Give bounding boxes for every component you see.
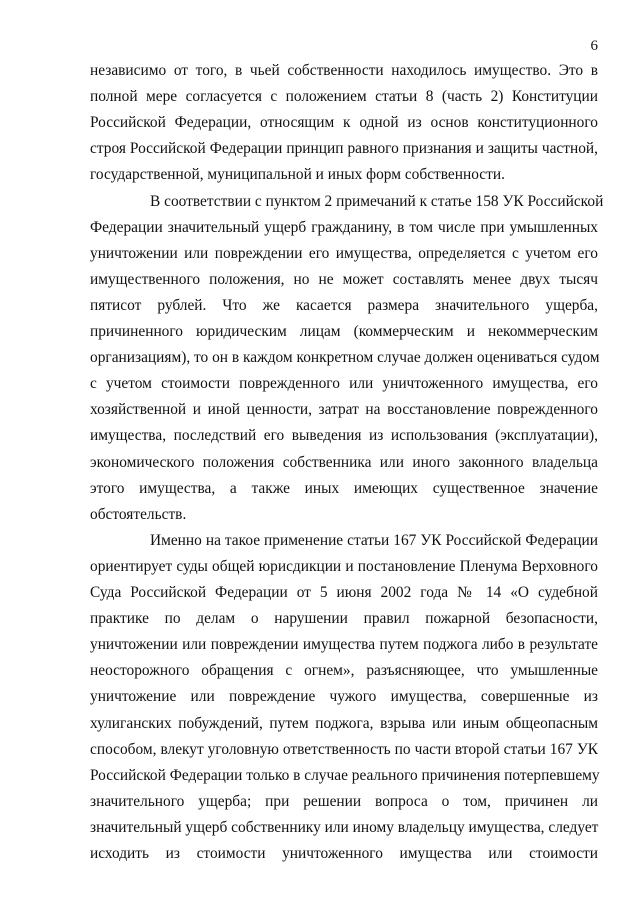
text-line: этого имущества, а также иных имеющих существенное значение xyxy=(90,479,598,497)
text-line: имущественного положения, но не может составлять менее двух тысяч xyxy=(90,270,598,288)
text-line: Суда Российской Федерации от 5 июня 2002 года № 14 «О судебной xyxy=(90,584,598,601)
text-line: пятисот рублей. Что же касается размера значительного ущерба, xyxy=(90,296,598,314)
text-line: с учетом стоимости поврежденного или уничтоженного имущества, его xyxy=(90,375,598,393)
text-line: независимо от того, в чьей собственности находилось имущество. Это в xyxy=(90,62,598,79)
text-line: организациям), то он в каждом конкретном случае должен оцениваться судом xyxy=(90,349,600,367)
text-line: уничтожении или повреждении его имущества, определяется с учетом его xyxy=(90,244,598,262)
text-line: Российской Федерации только в случае реального причинения потерпевшему xyxy=(90,766,600,784)
text-line: полной мере согласуется с положением статьи 8 (часть 2) Конституции xyxy=(90,88,598,106)
text-line: Федерации значительный ущерб гражданину, в том числе при умышленных xyxy=(90,218,598,236)
text-line: ориентирует суды общей юрисдикции и постановление Пленума Верховного xyxy=(90,557,598,575)
text-line: экономического положения собственника или иного законного владельца xyxy=(90,453,598,471)
text-line: практике по делам о нарушении правил пожарной безопасности, xyxy=(90,610,598,628)
text-line: значительный ущерб собственнику или иному владельцу имущества, следует xyxy=(90,818,599,836)
text-line: хулиганских побуждений, путем поджога, взрыва или иным общеопасным xyxy=(90,714,598,732)
text-line: обстоятельств. xyxy=(90,505,187,523)
text-line: Российской Федерации, относящим к одной из основ конституционного xyxy=(90,114,598,132)
text-line: государственной, муниципальной и иных форм собственности. xyxy=(90,166,505,184)
text-line: строя Российской Федерации принцип равного признания и защиты частной, xyxy=(90,140,598,158)
text-line: уничтожении или повреждении имущества путем поджога либо в результате xyxy=(90,636,598,654)
text-line: значительного ущерба; при решении вопроса о том, причинен ли xyxy=(90,792,598,810)
text-line: неосторожного обращения с огнем», разъясняющее, что умышленные xyxy=(90,662,598,680)
text-line: способом, влекут уголовную ответственность по части второй статьи 167 УК xyxy=(90,740,598,758)
text-line: В соответствии с пунктом 2 примечаний к статье 158 УК Российской xyxy=(150,192,604,210)
text-line: уничтожение или повреждение чужого имущества, совершенные из xyxy=(90,688,598,706)
page-number: 6 xyxy=(590,38,598,54)
text-line: исходить из стоимости уничтоженного имущества или стоимости xyxy=(90,845,598,862)
text-line: Именно на такое применение статьи 167 УК Российской Федерации xyxy=(150,531,598,549)
text-line: имущества, последствий его выведения из использования (эксплуатации), xyxy=(90,427,598,445)
text-line: причиненного юридическим лицам (коммерческим и некоммерческим xyxy=(90,323,598,340)
text-line: хозяйственной и иной ценности, затрат на восстановление поврежденного xyxy=(90,401,598,419)
